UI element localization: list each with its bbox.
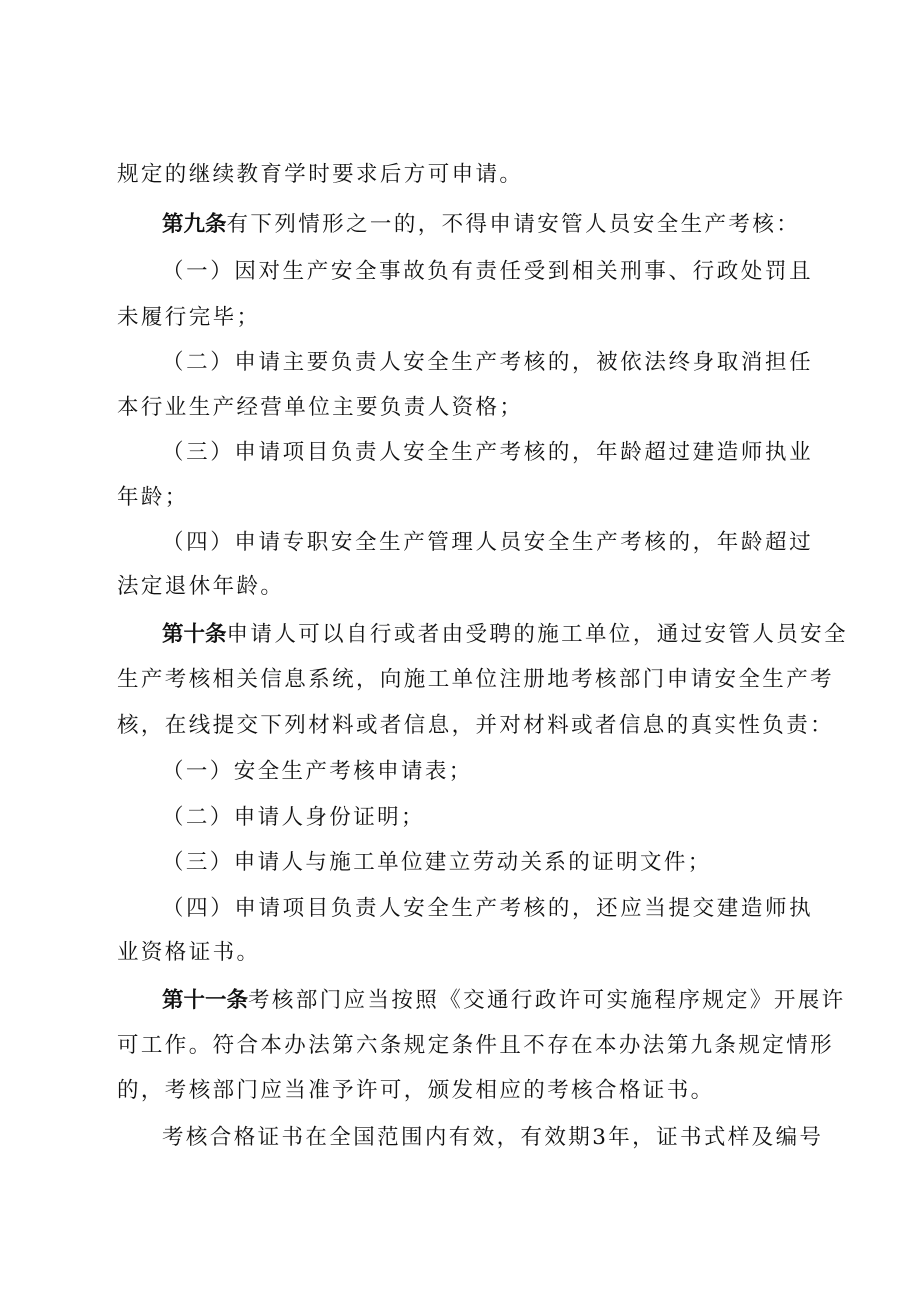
text-line-17: （四）申请项目负责人安全生产考核的，还应当提交建造师执 [162,896,813,921]
article-11-heading: 第十一条 [162,988,249,1013]
text-line-16: （三）申请人与施工单位建立劳动关系的证明文件； [162,850,712,875]
text-line-1: 规定的继续教育学时要求后方可申请。 [117,162,524,187]
text-line-6: 本行业生产经营单位主要负责人资格； [117,395,524,420]
text-line-21: 的，考核部门应当准予许可，颁发相应的考核合格证书。 [117,1078,715,1103]
text-line-9: （四）申请专职安全生产管理人员安全生产考核的，年龄超过 [162,530,813,555]
article-9-line: 第九条有下列情形之一的，不得申请安管人员安全生产考核： [162,212,801,237]
article-9-heading: 第九条 [162,212,227,237]
text-line-3: （一）因对生产安全事故负有责任受到相关刑事、行政处罚且 [162,259,813,284]
text-line-5: （二）申请主要负责人安全生产考核的，被依法终身取消担任 [162,350,813,375]
article-11-line: 第十一条考核部门应当按照《交通行政许可实施程序规定》开展许 [162,988,846,1013]
text-line-22: 考核合格证书在全国范围内有效，有效期3年，证书式样及编号 [162,1125,824,1150]
text-line-12: 生产考核相关信息系统，向施工单位注册地考核部门申请安全生产考 [117,667,835,692]
article-10-line: 第十条申请人可以自行或者由受聘的施工单位，通过安管人员安全 [162,622,848,647]
article-10-heading: 第十条 [162,622,227,647]
text-line-13: 核，在线提交下列材料或者信息，并对材料或者信息的真实性负责： [117,713,835,738]
text-line-7: （三）申请项目负责人安全生产考核的，年龄超过建造师执业 [162,440,813,465]
text-line-20: 可工作。符合本办法第六条规定条件且不存在本办法第九条规定情形 [117,1033,835,1058]
text-line-14: （一）安全生产考核申请表； [162,759,473,784]
text-line-10: 法定退休年龄。 [117,574,285,599]
text-line-15: （二）申请人身份证明； [162,805,425,830]
text-line-4: 未履行完毕； [117,305,261,330]
text-line-8: 年龄； [117,485,189,510]
text-line-18: 业资格证书。 [117,940,261,965]
